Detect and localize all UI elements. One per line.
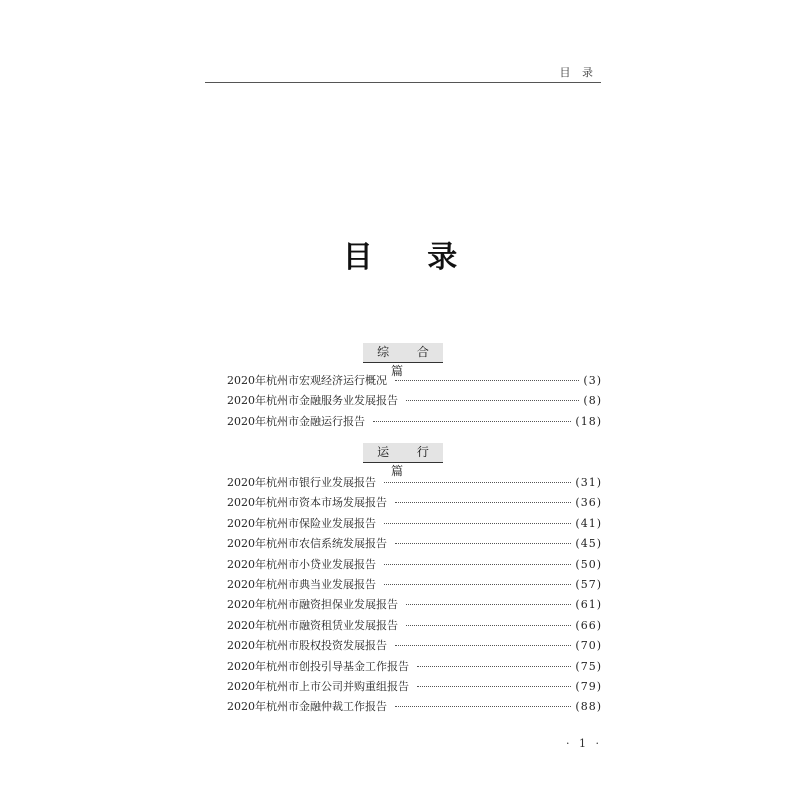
toc-entry[interactable]: [227, 595, 602, 615]
toc-leader-dots: [417, 686, 571, 687]
toc-entry-title: 2020年杭州市资本市场发展报告: [227, 496, 387, 510]
toc-entry-title: 2020年杭州市小贷业发展报告: [227, 557, 376, 571]
toc-entry[interactable]: [227, 636, 602, 656]
toc-entry-title: 2020年杭州市保险业发展报告: [227, 516, 376, 530]
toc-leader-dots: [395, 543, 571, 544]
toc-entry-page: (36): [575, 496, 602, 510]
toc-entry-title: 2020年杭州市宏观经济运行概况: [227, 374, 387, 387]
toc-entry[interactable]: [227, 575, 602, 595]
toc-entry-page: (8): [583, 394, 602, 408]
page-title: 目 录: [342, 240, 480, 275]
toc-entry-page: (31): [575, 476, 602, 489]
toc-entry[interactable]: [227, 514, 602, 534]
toc-leader-dots: [373, 421, 571, 422]
toc-entry[interactable]: [227, 371, 602, 391]
toc-leader-dots: [384, 523, 571, 524]
toc-leader-dots: [384, 564, 571, 565]
toc-entry[interactable]: [227, 473, 602, 493]
toc-entry[interactable]: [227, 412, 602, 432]
toc-leader-dots: [406, 604, 571, 605]
running-head-text: 目 录: [559, 66, 597, 79]
toc-entry-title: 2020年杭州市融资租赁业发展报告: [227, 618, 398, 632]
toc-leader-dots: [406, 400, 579, 401]
toc-entry-title: 2020年杭州市创投引导基金工作报告: [227, 659, 409, 673]
toc-entry-title: 2020年杭州市金融运行报告: [227, 414, 365, 428]
section-heading-general: 综 合 篇: [363, 343, 443, 363]
toc-leader-dots: [406, 625, 571, 626]
toc-entry-title: 2020年杭州市融资担保业发展报告: [227, 598, 398, 612]
page-number: · 1 ·: [566, 737, 602, 750]
toc-entry[interactable]: [227, 391, 602, 411]
toc-leader-dots: [395, 380, 579, 381]
section-heading-operations: 运 行 篇: [363, 443, 443, 463]
toc-entry-page: (45): [575, 537, 602, 551]
toc-entry-title: 2020年杭州市金融仲裁工作报告: [227, 700, 387, 714]
toc-entry[interactable]: [227, 657, 602, 677]
toc-entry[interactable]: [227, 697, 602, 717]
toc-entry[interactable]: [227, 616, 602, 636]
toc-entry[interactable]: [227, 493, 602, 513]
toc-leader-dots: [384, 584, 571, 585]
toc-leader-dots: [384, 482, 571, 483]
toc-entry[interactable]: [227, 534, 602, 554]
toc-leader-dots: [395, 706, 571, 707]
toc-entry-page: (50): [575, 557, 602, 571]
toc-list-general: [227, 371, 602, 432]
toc-entry-page: (88): [575, 700, 602, 714]
toc-entry[interactable]: [227, 555, 602, 575]
toc-entry-title: 2020年杭州市农信系统发展报告: [227, 537, 387, 551]
toc-entry-title: 2020年杭州市上市公司并购重组报告: [227, 679, 409, 693]
toc-entry-title: 2020年杭州市股权投资发展报告: [227, 639, 387, 653]
toc-leader-dots: [417, 666, 571, 667]
toc-list-operations: [227, 473, 602, 718]
toc-leader-dots: [395, 502, 571, 503]
running-head: [205, 64, 601, 83]
toc-entry-page: (57): [575, 577, 602, 591]
toc-entry-title: 2020年杭州市金融服务业发展报告: [227, 394, 398, 408]
toc-entry-page: (41): [575, 516, 602, 530]
toc-entry-page: (61): [575, 598, 602, 612]
toc-entry-title: 2020年杭州市典当业发展报告: [227, 577, 376, 591]
toc-entry-page: (70): [575, 639, 602, 653]
toc-entry-page: (3): [583, 374, 602, 387]
toc-entry-page: (75): [575, 659, 602, 673]
toc-entry-page: (66): [575, 618, 602, 632]
toc-entry[interactable]: [227, 677, 602, 697]
toc-leader-dots: [395, 645, 571, 646]
toc-entry-page: (18): [575, 414, 602, 428]
toc-entry-title: 2020年杭州市银行业发展报告: [227, 476, 376, 489]
toc-entry-page: (79): [575, 679, 602, 693]
